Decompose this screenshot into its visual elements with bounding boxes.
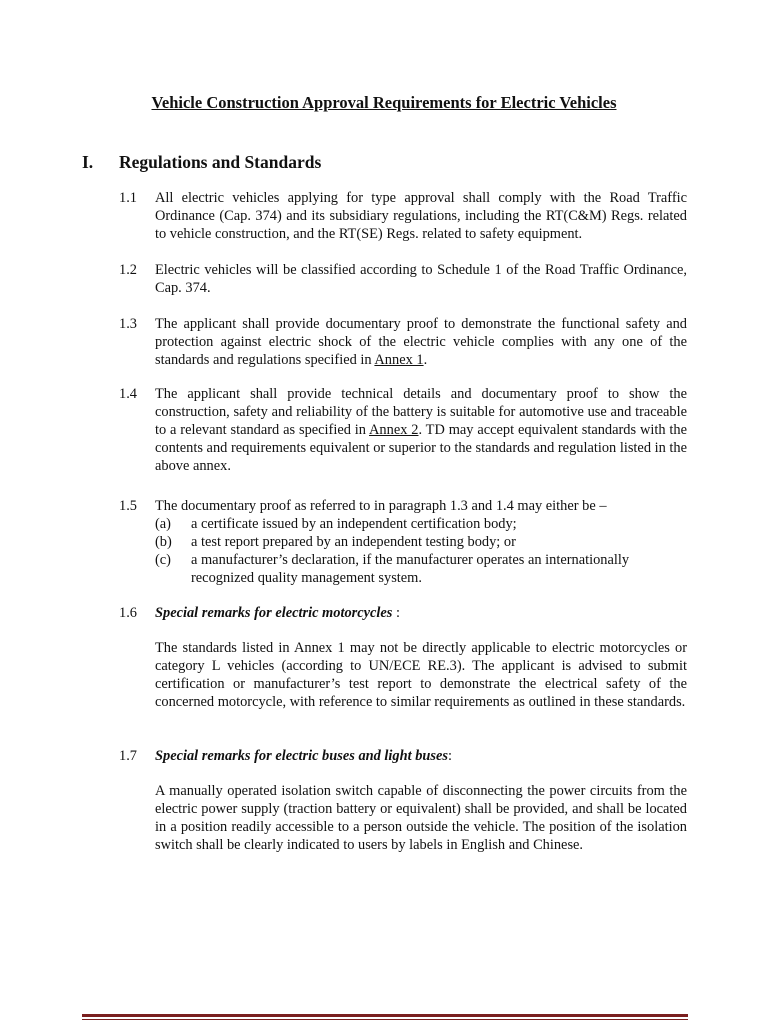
paragraph-1-4 bbox=[119, 386, 687, 476]
paragraph-text-end: . TD may accept equivalent standards with the contents and requirements equivalent or superior to the standards and regulation listed in the above annex. bbox=[155, 421, 687, 474]
paragraph-number: 1.2 bbox=[119, 262, 137, 278]
paragraph-1-5 bbox=[119, 498, 687, 588]
list-item-text: a manufacturer’s declaration, if the manufacturer operates an internationally recognized quality management system. bbox=[191, 551, 630, 586]
paragraph-text: All electric vehicles applying for type approval shall comply with the Road Traffic Ordinance (Cap. 374) and its subsidiary regulations, including the RT(C&M) Regs. related to vehicle construction, and the RT(SE) Regs. related to safety equipment. bbox=[155, 190, 687, 242]
paragraph-number: 1.3 bbox=[119, 316, 137, 332]
paragraph-1-2 bbox=[119, 262, 687, 298]
paragraph-text-end: . bbox=[423, 351, 428, 368]
paragraph-heading bbox=[155, 748, 687, 766]
paragraph-intro: The documentary proof as referred to in paragraph 1.3 and 1.4 may either be – bbox=[155, 498, 607, 514]
list-item-text: a test report prepared by an independent testing body; or bbox=[191, 533, 516, 550]
paragraph-heading-text: Special remarks for electric buses and light buses bbox=[155, 748, 449, 764]
paragraph-heading bbox=[155, 605, 687, 623]
paragraph-number: 1.7 bbox=[119, 748, 137, 764]
paragraph-1-6-text: The standards listed in Annex 1 may not be directly applicable to electric motorcycles or category L vehicles (according to UN/ECE RE.3). The applicant is advised to submit certification or manufacturer’s test report to demonstrate the electrical safety of the concerned motorcycle, with reference to similar requirements as outlined in these standards. bbox=[155, 640, 687, 710]
paragraph-number: 1.4 bbox=[119, 386, 137, 402]
section-title: Regulations and Standards bbox=[119, 152, 322, 172]
proof-list bbox=[155, 516, 687, 588]
annex-2-link[interactable]: Annex 2 bbox=[369, 421, 419, 438]
paragraph-number: 1.1 bbox=[119, 190, 137, 206]
paragraph-text-start: The applicant shall provide technical details and documentary proof to show the construction, safety and reliability of the battery is suitable for automotive use and traceable to a relevant standard as specified in bbox=[155, 386, 687, 438]
paragraph-1-6-heading bbox=[119, 605, 687, 623]
list-item-label: (a) bbox=[155, 515, 171, 532]
document-title: Vehicle Construction Approval Requirements for Electric Vehicles bbox=[151, 93, 617, 112]
paragraph-text: Electric vehicles will be classified according to Schedule 1 of the Road Traffic Ordinance, Cap. 374. bbox=[155, 262, 687, 296]
paragraph-heading-suffix: : bbox=[392, 605, 400, 621]
list-item-label: (c) bbox=[155, 551, 171, 568]
paragraph-1-7-text: A manually operated isolation switch capable of disconnecting the power circuits from the electric power supply (traction battery or equivalent) shall be provided, and shall be located in a position readily accessible to a person outside the vehicle. The position of the isolation switch shall be clearly indicated to users by labels in English and Chinese. bbox=[155, 783, 687, 853]
list-item bbox=[155, 516, 687, 534]
paragraph-heading-text: Special remarks for electric motorcycles bbox=[155, 605, 393, 621]
paragraph-text bbox=[155, 386, 687, 476]
section-number: I. bbox=[82, 152, 94, 172]
paragraph-text-start: The applicant shall provide documentary proof to demonstrate the functional safety and protection against electric shock of the electric vehicle complies with any one of the standards and regulations specified in bbox=[155, 316, 687, 368]
paragraph-number: 1.6 bbox=[119, 605, 137, 621]
paragraph-1-7-heading bbox=[119, 748, 687, 766]
list-item-label: (b) bbox=[155, 533, 172, 550]
paragraph-1-3 bbox=[119, 316, 687, 370]
footer-rule-thin bbox=[82, 1019, 688, 1020]
paragraph-1-1 bbox=[119, 190, 687, 244]
paragraph-number: 1.5 bbox=[119, 498, 137, 514]
list-item-text: a certificate issued by an independent certification body; bbox=[191, 515, 517, 532]
list-item bbox=[155, 552, 687, 588]
paragraph-heading-suffix: : bbox=[448, 748, 453, 764]
list-item bbox=[155, 534, 687, 552]
footer-rule bbox=[82, 1014, 688, 1017]
paragraph-text bbox=[155, 316, 687, 370]
annex-1-link[interactable]: Annex 1 bbox=[374, 351, 424, 368]
